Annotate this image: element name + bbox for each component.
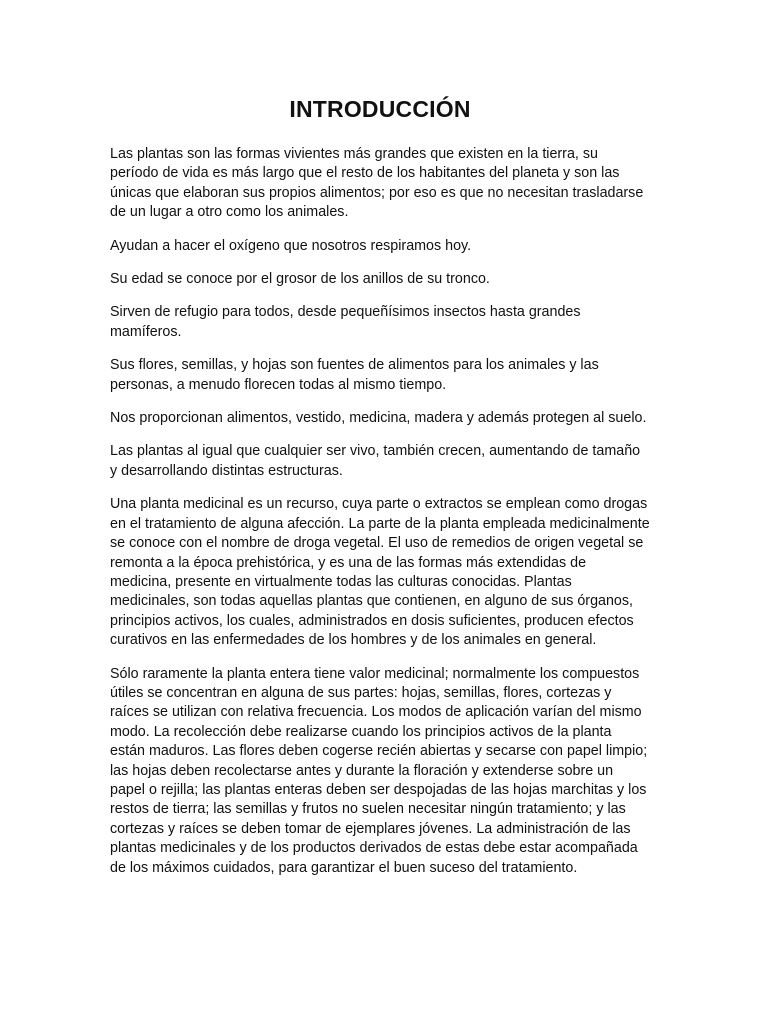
paragraph-7: Las plantas al igual que cualquier ser vivo, también crecen, aumentando de tamaño y desarrollando distintas estructuras.: [110, 443, 641, 479]
paragraph-8: Una planta medicinal es un recurso, cuya parte o extractos se emplean como drogas en el tratamiento de alguna afección. La parte de la planta empleada medicinalmente se conoce con el nombre de droga vegetal. El uso de remedios de origen vegetal se remonta a la época prehistórica, y es una de las formas más extendidas de medicina, presente en virtualmente todas las culturas conocidas. Plantas medicinales, son todas aquellas plantas que contienen, en alguno de sus órganos, principios activos, los cuales, administrados en dosis suficientes, producen efectos curativos en las enfermedades de los hombres y de los animales en general.: [110, 496, 650, 649]
document-page: [110, 96, 650, 892]
paragraph-1: Las plantas son las formas vivientes más grandes que existen en la tierra, su período de vida es más largo que el resto de los habitantes del planeta y son las únicas que elaboran sus propios alimentos; por eso es que no necesitan trasladarse de un lugar a otro como los animales.: [110, 146, 644, 221]
document-title: INTRODUCCIÓN: [289, 96, 471, 122]
paragraph-6: Nos proporcionan alimentos, vestido, medicina, madera y además protegen al suelo.: [110, 410, 647, 427]
paragraph-2: Ayudan a hacer el oxígeno que nosotros respiramos hoy.: [110, 237, 472, 254]
paragraph-4: Sirven de refugio para todos, desde pequeñísimos insectos hasta grandes mamíferos.: [110, 304, 581, 340]
paragraph-3: Su edad se conoce por el grosor de los anillos de su tronco.: [110, 271, 490, 288]
paragraph-9: Sólo raramente la planta entera tiene valor medicinal; normalmente los compuestos útiles se concentran en alguna de sus partes: hojas, semillas, flores, cortezas y raíces se utilizan con relativa frecuencia. Los modos de aplicación varían del mismo modo. La recolección debe realizarse cuando los principios activos de la planta están maduros. Las flores deben cogerse recién abiertas y secarse con papel limpio; las hojas deben recolectarse antes y durante la floración y extenderse sobre un papel o rejilla; las plantas enteras deben ser despojadas de las hojas marchitas y los restos de tierra; las semillas y frutos no suelen necesitar ningún tratamiento; y las cortezas y raíces se deben tomar de ejemplares jóvenes. La administración de las plantas medicinales y de los productos derivados de estas debe estar acompañada de los máximos cuidados, para garantizar el buen suceso del tratamiento.: [110, 665, 648, 876]
paragraph-5: Sus flores, semillas, y hojas son fuentes de alimentos para los animales y las personas, a menudo florecen todas al mismo tiempo.: [110, 357, 599, 393]
